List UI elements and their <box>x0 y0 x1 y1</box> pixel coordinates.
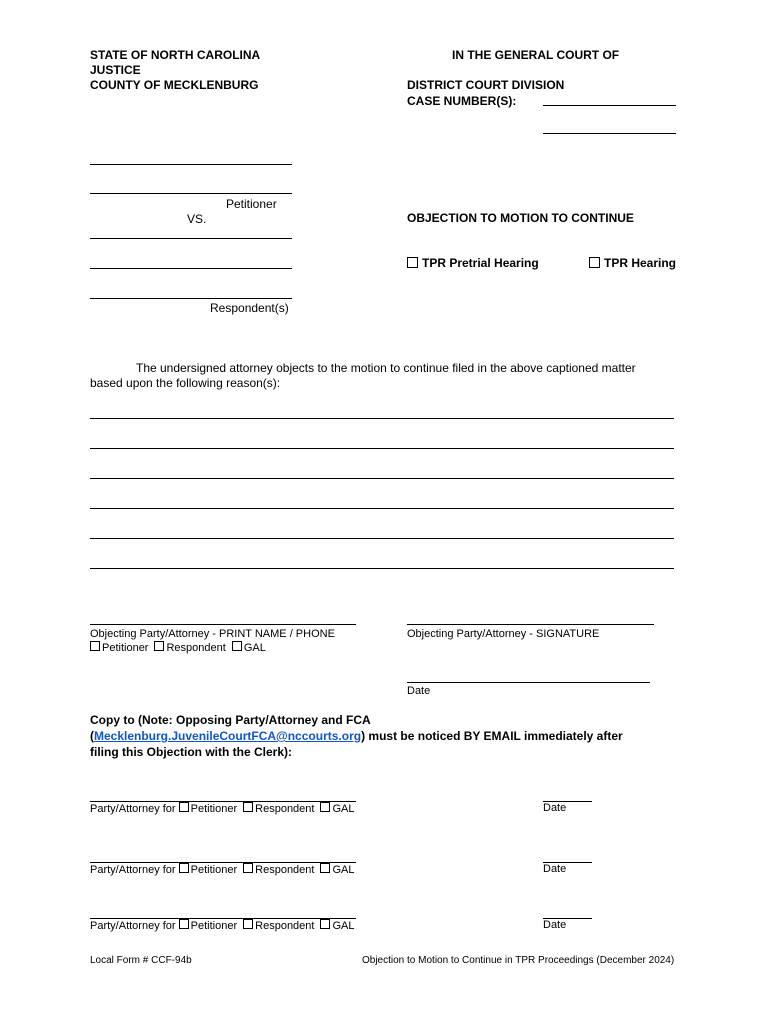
form-title: OBJECTION TO MOTION TO CONTINUE <box>407 211 634 225</box>
checkbox-icon[interactable] <box>90 641 100 651</box>
option-respondent[interactable]: Respondent <box>243 919 314 932</box>
division-heading: DISTRICT COURT DIVISION <box>407 78 565 92</box>
checkbox-icon[interactable] <box>243 919 253 929</box>
checkbox-icon[interactable] <box>407 257 418 268</box>
option-respondent[interactable]: Respondent <box>243 802 314 815</box>
checkbox-icon[interactable] <box>243 802 253 812</box>
option-gal[interactable]: GAL <box>320 863 354 876</box>
option-label: TPR Pretrial Hearing <box>422 256 539 270</box>
option-gal[interactable]: GAL <box>320 919 354 932</box>
county-heading: COUNTY OF MECKLENBURG <box>90 78 259 92</box>
court-heading: IN THE GENERAL COURT OF <box>452 48 620 62</box>
respondent-line-3[interactable] <box>90 298 292 299</box>
reason-line[interactable] <box>90 418 674 419</box>
respondent-line-2[interactable] <box>90 268 292 269</box>
state-heading: STATE OF NORTH CAROLINA <box>90 48 261 62</box>
checkbox-icon[interactable] <box>320 919 330 929</box>
reason-line[interactable] <box>90 568 674 569</box>
option-label: TPR Hearing <box>604 256 677 270</box>
checkbox-icon[interactable] <box>179 919 189 929</box>
option-respondent[interactable]: Respondent <box>154 641 225 654</box>
option-petitioner[interactable]: Petitioner <box>90 641 148 654</box>
print-name-label: Objecting Party/Attorney - PRINT NAME / PHONE <box>90 628 335 640</box>
reason-line[interactable] <box>90 508 674 509</box>
option-petitioner[interactable]: Petitioner <box>179 802 237 815</box>
checkbox-icon[interactable] <box>589 257 600 268</box>
reason-line[interactable] <box>90 448 674 449</box>
service-date-label: Date <box>543 863 567 875</box>
copy-note-line-2: (Mecklenburg.JuvenileCourtFCA@nccourts.org) must be noticed BY EMAIL immediately after <box>90 729 623 743</box>
service-date-label: Date <box>543 802 567 814</box>
copy-note-line-3: filing this Objection with the Clerk): <box>90 745 293 759</box>
reason-line[interactable] <box>90 478 674 479</box>
petitioner-line-1[interactable] <box>90 164 292 165</box>
petitioner-line-2[interactable] <box>90 193 292 194</box>
form-footer-title: Objection to Motion to Continue in TPR Proceedings (December 2024) <box>362 955 675 966</box>
checkbox-icon[interactable] <box>243 863 253 873</box>
option-tpr-hearing[interactable] <box>589 256 676 270</box>
versus-label: VS. <box>187 212 207 226</box>
respondent-line-1[interactable] <box>90 238 292 239</box>
checkbox-icon[interactable] <box>179 863 189 873</box>
body-line-2: based upon the following reason(s): <box>90 376 281 390</box>
respondent-label: Respondent(s) <box>210 301 289 315</box>
option-gal[interactable]: GAL <box>320 802 354 815</box>
option-tpr-pretrial[interactable] <box>407 256 539 270</box>
case-number-line-1[interactable] <box>543 105 676 106</box>
service-party-label: Party/Attorney for Petitioner Respondent GAL <box>90 803 355 815</box>
case-number-line-2[interactable] <box>543 133 676 134</box>
option-respondent[interactable]: Respondent <box>243 863 314 876</box>
date-label: Date <box>407 685 431 697</box>
reason-line[interactable] <box>90 538 674 539</box>
checkbox-icon[interactable] <box>154 641 164 651</box>
checkbox-icon[interactable] <box>320 802 330 812</box>
date-line[interactable] <box>407 682 650 683</box>
option-petitioner[interactable]: Petitioner <box>179 863 237 876</box>
checkbox-icon[interactable] <box>179 802 189 812</box>
justice-heading: JUSTICE <box>90 63 141 77</box>
checkbox-icon[interactable] <box>232 641 242 651</box>
print-name-line[interactable] <box>90 624 356 625</box>
petitioner-label: Petitioner <box>226 197 277 211</box>
service-date-label: Date <box>543 919 567 931</box>
service-party-label: Party/Attorney for Petitioner Respondent GAL <box>90 920 355 932</box>
option-gal[interactable]: GAL <box>232 641 266 654</box>
case-number-label: CASE NUMBER(S): <box>407 94 517 108</box>
body-line-1: The undersigned attorney objects to the motion to continue filed in the above captioned matter <box>136 361 636 375</box>
form-number: Local Form # CCF-94b <box>90 955 192 966</box>
copy-note-line-1: Copy to (Note: Opposing Party/Attorney and FCA <box>90 713 371 727</box>
signature-line[interactable] <box>407 624 654 625</box>
service-party-label: Party/Attorney for Petitioner Respondent GAL <box>90 864 355 876</box>
party-options <box>90 641 272 654</box>
checkbox-icon[interactable] <box>320 863 330 873</box>
option-petitioner[interactable]: Petitioner <box>179 919 237 932</box>
fca-email-link[interactable]: Mecklenburg.JuvenileCourtFCA@nccourts.org <box>94 729 362 743</box>
signature-label: Objecting Party/Attorney - SIGNATURE <box>407 628 600 640</box>
